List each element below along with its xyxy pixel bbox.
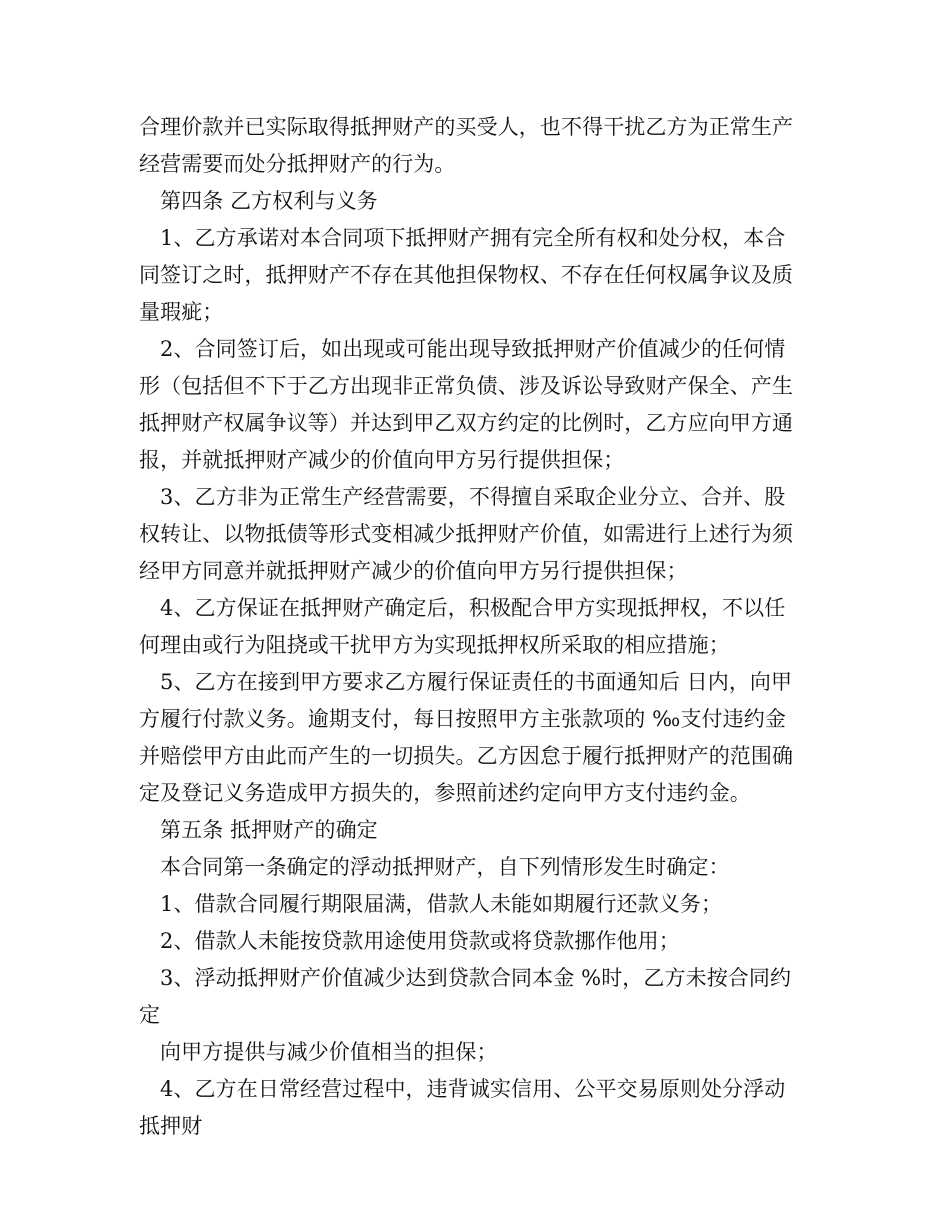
text-line: 5、乙方在接到甲方要求乙方履行保证责任的书面通知后 日内，向甲	[160, 670, 793, 694]
text-line: 报，并就抵押财产减少的价值向甲方另行提供担保；	[139, 448, 625, 472]
text-line: 并赔偿甲方由此而产生的一切损失。乙方因怠于履行抵押财产的范围确	[139, 744, 794, 768]
text-line: 经甲方同意并就抵押财产减少的价值向甲方另行提供担保；	[139, 559, 688, 583]
section-heading: 第四条 乙方权利与义务	[160, 189, 378, 213]
text-line: 向甲方提供与减少价值相当的担保；	[160, 1040, 498, 1064]
text-line: 同签订之时，抵押财产不存在其他担保物权、不存在任何权属争议及质	[139, 263, 794, 287]
text-line: 合理价款并已实际取得抵押财产的买受人，也不得干扰乙方为正常生产	[139, 115, 794, 139]
text-line: 4、乙方在日常经营过程中，违背诚实信用、公平交易原则处分浮动	[160, 1077, 786, 1101]
text-line: 方履行付款义务。逾期支付，每日按照甲方主张款项的 ‰支付违约金	[139, 707, 786, 731]
text-line: 本合同第一条确定的浮动抵押财产，自下列情形发生时确定：	[160, 855, 730, 879]
text-line: 量瑕疵；	[139, 300, 224, 324]
text-line: 经营需要而处分抵押财产的行为。	[139, 152, 456, 176]
text-line: 何理由或行为阻挠或干扰甲方为实现抵押权所采取的相应措施；	[139, 633, 730, 657]
text-line: 3、浮动抵押财产价值减少达到贷款合同本金 %时，乙方未按合同约	[160, 966, 792, 990]
text-line: 1、借款合同履行期限届满，借款人未能如期履行还款义务；	[160, 892, 723, 916]
text-line: 定	[139, 1003, 161, 1027]
text-line: 定及登记义务造成甲方损失的，参照前述约定向甲方支付违约金。	[139, 781, 751, 805]
section-heading: 第五条 抵押财产的确定	[160, 818, 378, 842]
text-line: 2、借款人未能按贷款用途使用贷款或将贷款挪作他用；	[160, 929, 680, 953]
text-line: 抵押财	[139, 1114, 203, 1138]
text-line: 1、乙方承诺对本合同项下抵押财产拥有完全所有权和处分权，本合	[160, 226, 786, 250]
text-line: 权转让、以物抵债等形式变相减少抵押财产价值，如需进行上述行为须	[139, 522, 794, 546]
text-line: 抵押财产权属争议等）并达到甲乙双方约定的比例时，乙方应向甲方通	[139, 411, 794, 435]
text-line: 形（包括但不下于乙方出现非正常负债、涉及诉讼导致财产保全、产生	[139, 374, 794, 398]
text-line: 2、合同签订后，如出现或可能出现导致抵押财产价值减少的任何情	[160, 337, 786, 361]
text-line: 3、乙方非为正常生产经营需要，不得擅自采取企业分立、合并、股	[160, 485, 786, 509]
text-line: 4、乙方保证在抵押财产确定后，积极配合甲方实现抵押权，不以任	[160, 596, 786, 620]
